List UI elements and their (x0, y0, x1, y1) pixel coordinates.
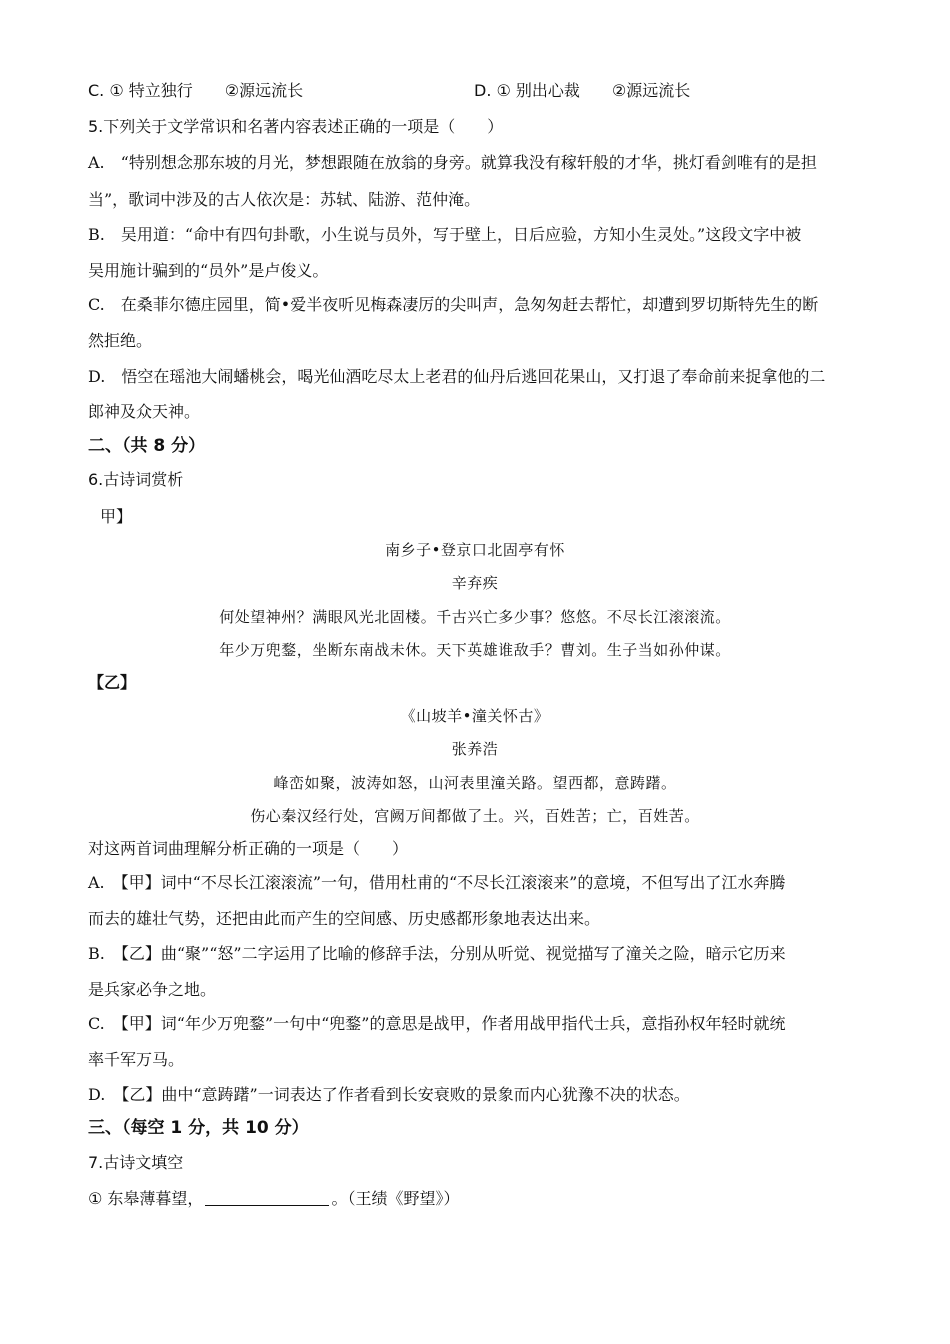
q6-option-d-line1: D. 【乙】曲中“意踌躇”一词表达了作者看到长安衰败的景象而内心犹豫不决的状态。 (88, 1085, 690, 1104)
poem1-author: 辛弃疾 (451, 574, 499, 592)
q7-item1-prefix: ① 东皋薄暮望， (88, 1189, 204, 1208)
q6-option-a-line1: A. 【甲】词中“不尽长江滚滚流”一句，借用杜甫的“不尽长江滚滚来”的意境，不但写出了江水奔腾 (88, 873, 786, 892)
q4-option-d: D. ① 别出心裁 ②源远流长 (474, 81, 691, 100)
q5-option-d-line2: 郎神及众天神。 (88, 402, 201, 421)
poem2-author: 张养浩 (451, 740, 499, 758)
poem2-line2: 伤心秦汉经行处，宫阙万间都做了土。兴，百姓苦；亡，百姓苦。 (250, 807, 700, 825)
q6-jia-label: 甲】 (100, 507, 133, 526)
q4-options-row (88, 80, 856, 102)
q5-stem: 5.下列关于文学常识和名著内容表述正确的一项是（ ） (88, 117, 504, 136)
poem1-line2: 年少万兜鍪，坐断东南战未休。天下英雄谁敌手？曹刘。生子当如孙仲谋。 (219, 641, 731, 659)
q5-option-a-line1: A. “特别想念那东坡的月光，梦想跟随在放翁的身旁。就算我没有稼轩般的才华，挑灯看剑唯有的是担 (88, 153, 817, 172)
q7-item1-suffix: 。（王绩《野望》） (331, 1189, 460, 1208)
q4-option-c: C. ① 特立独行 ②源远流长 (88, 81, 304, 100)
q5-option-d-line1: D. 悟空在瑶池大闹蟠桃会，喝光仙酒吃尽太上老君的仙丹后逃回花果山，又打退了奉命前来捉拿他的二 (88, 367, 826, 386)
q6-yi-label: 【乙】 (88, 673, 137, 692)
q5-option-c-line2: 然拒绝。 (88, 331, 153, 350)
q6-option-c-line2: 率千军万马。 (88, 1050, 185, 1069)
poem1-title: 南乡子•登京口北固亭有怀 (385, 541, 565, 559)
q7-item1-answer-blank[interactable] (205, 1191, 329, 1206)
section2-heading: 二、（共 8 分） (88, 436, 206, 456)
q6-option-c-line1: C. 【甲】词“年少万兜鍪”一句中“兜鍪”的意思是战甲，作者用战甲指代士兵，意指孙权年轻时就统 (88, 1014, 786, 1033)
q7-item1 (88, 1188, 856, 1210)
poem2-line1: 峰峦如聚，波涛如怒，山河表里潼关路。望西都，意踌躇。 (273, 774, 677, 792)
q6-stem: 对这两首词曲理解分析正确的一项是（ ） (88, 839, 409, 858)
q5-option-a-line2: 当”，歌词中涉及的古人依次是：苏轼、陆游、范仲淹。 (88, 190, 481, 209)
q6-option-a-line2: 而去的雄壮气势，还把由此而产生的空间感、历史感都形象地表达出来。 (88, 909, 601, 928)
q6-option-b-line2: 是兵家必争之地。 (88, 980, 217, 999)
q7-title: 7.古诗文填空 (88, 1153, 184, 1172)
q6-title: 6.古诗词赏析 (88, 470, 184, 489)
poem1-line1: 何处望神州？满眼风光北固楼。千古兴亡多少事？悠悠。不尽长江滚滚流。 (219, 608, 731, 626)
q6-option-b-line1: B. 【乙】曲“聚”“怒”二字运用了比喻的修辞手法，分别从听觉、视觉描写了潼关之险，暗示它历来 (88, 944, 786, 963)
section3-heading: 三、（每空 1 分，共 10 分） (88, 1118, 309, 1138)
poem2-title: 《山坡羊•潼关怀古》 (400, 707, 550, 725)
q5-option-b-line2: 吴用施计骗到的“员外”是卢俊义。 (88, 261, 329, 280)
q5-option-c-line1: C. 在桑菲尔德庄园里，简•爱半夜听见梅森凄厉的尖叫声，急匆匆赶去帮忙，却遭到罗切斯特先生的断 (88, 295, 819, 314)
q5-option-b-line1: B. 吴用道：“命中有四句卦歌，小生说与员外，写于壁上，日后应验，方知小生灵处。”这段文字中被 (88, 225, 802, 244)
